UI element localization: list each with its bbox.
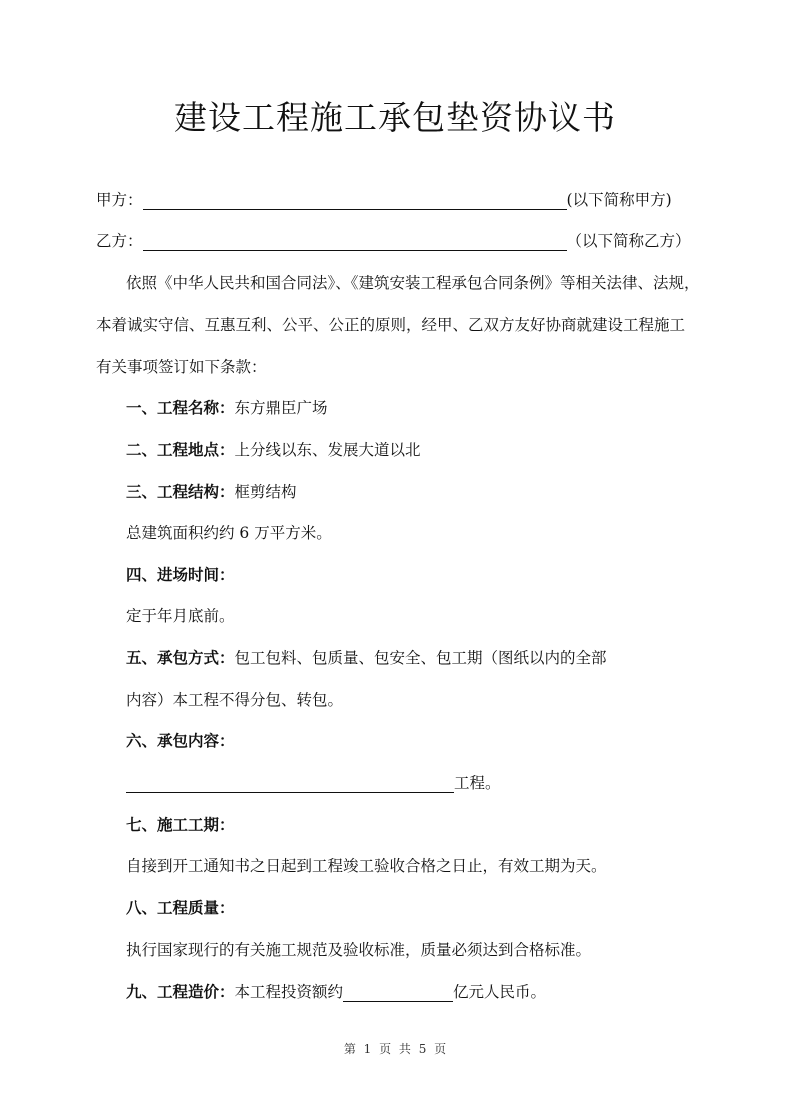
party-a-label: 甲方： [96,191,143,209]
clause-suffix: 亿元人民币。 [453,983,547,1001]
clause-heading: 五、承包方式： [126,648,235,667]
clause-4-detail: 定于年月底前。 [126,607,235,625]
party-a-suffix: (以下简称甲方) [566,191,672,209]
party-b-label: 乙方： [96,232,143,250]
clause-9 [126,982,546,1002]
clause-text: 本工程投资额约 [234,983,344,1001]
party-a-line [96,190,672,210]
clause-heading: 一、工程名称： [126,398,235,417]
clause-text: 东方鼎臣广场 [234,399,328,417]
clause-3 [126,482,297,502]
clause-4-heading: 四、进场时间： [126,565,235,584]
clause-heading: 三、工程结构： [126,482,235,501]
clause-text: 工程。 [454,774,501,792]
clause-heading: 九、工程造价： [126,982,235,1001]
clause-text: 框剪结构 [234,483,297,501]
clause-3-detail: 总建筑面积约约 6 万平方米。 [126,524,332,542]
investment-amount-blank [343,985,453,1002]
clause-8-heading: 八、工程质量： [126,898,235,917]
intro-line-2: 本着诚实守信、互惠互利、公平、公正的原则，经甲、乙双方友好协商就建设工程施工 [96,316,686,334]
party-b-line [96,231,691,251]
clause-7-detail: 自接到开工通知书之日起到工程竣工验收合格之日止，有效工期为天。 [126,857,607,875]
clause-1 [126,398,328,418]
contract-content-blank [126,776,454,793]
clause-6-detail [126,773,501,793]
page-number: 第 1 页 共 5 页 [343,1042,447,1056]
clause-8-detail: 执行国家现行的有关施工规范及验收标准，质量必须达到合格标准。 [126,941,592,959]
clause-5-continued: 内容）本工程不得分包、转包。 [126,691,344,709]
clause-text: 上分线以东、发展大道以北 [234,441,421,459]
clause-5 [126,648,607,668]
intro-line-1: 依照《中华人民共和国合同法》、《建筑安装工程承包合同条例》等相关法律、法规， [126,274,700,292]
intro-line-3: 有关事项签订如下条款： [96,358,267,376]
party-a-blank [143,193,567,210]
clause-7-heading: 七、施工工期： [126,815,235,834]
party-b-suffix: （以下简称乙方） [566,232,691,250]
clause-heading: 二、工程地点： [126,440,235,459]
clause-text: 包工包料、包质量、包安全、包工期（图纸以内的全部 [234,649,607,667]
document-title: 建设工程施工承包垫资协议书 [174,98,616,137]
clause-6-heading: 六、承包内容： [126,731,235,750]
clause-2 [126,440,421,460]
party-b-blank [143,234,567,251]
